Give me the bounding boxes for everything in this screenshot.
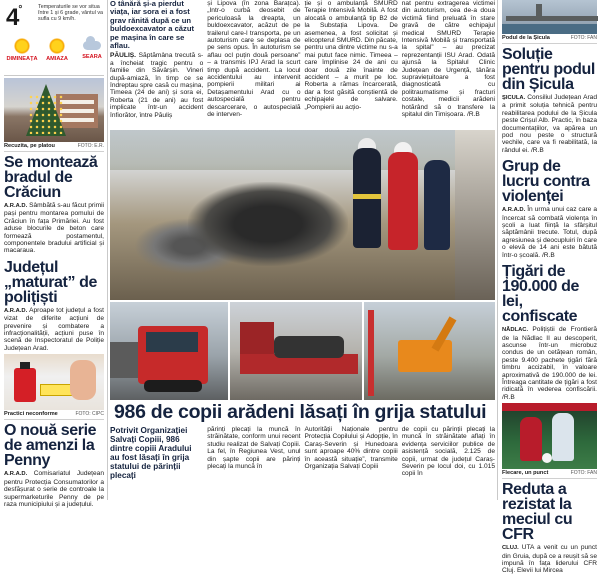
photo-caption: Podul de la Șicula FOTO: FAN: [502, 34, 597, 44]
football-photo: [502, 403, 597, 469]
right-column: [497, 0, 600, 575]
sun-icon: [14, 38, 30, 54]
cloud-icon: [83, 41, 101, 50]
headline: Județul „maturat” de polițiști: [4, 258, 97, 306]
sun-icon: [49, 38, 65, 54]
weather-noon: [41, 38, 73, 62]
weather-morning: [6, 38, 38, 62]
left-column: [0, 0, 108, 508]
weather-temperature: 4°: [6, 4, 22, 31]
middle-column: [110, 0, 495, 500]
headline: Reduta a rezistat la meciul cu CFR: [502, 481, 573, 544]
trailer-photo: [230, 302, 362, 400]
photo-caption: Practici neconforme FOTO: CIPC: [4, 410, 104, 420]
weather-evening: [76, 38, 108, 62]
accident-photo-strip: [110, 302, 495, 400]
article-column: Potrivit Organizației Salvați Copiii, 986 dintre copiii Aradului au fost lăsați în grija statului de părinții plecați: [110, 426, 192, 480]
fire-extinguisher-photo: [4, 354, 104, 410]
excavator-photo: [364, 302, 495, 400]
photo-caption: Recuzita, pe platou FOTO: E.R.: [4, 142, 104, 152]
weather-evening-label: SEARA: [82, 54, 102, 60]
bridge-photo: [502, 0, 597, 34]
weather-noon-label: AMIAZA: [46, 56, 68, 62]
article-text: ȘICULA. Consiliul Județean Arad a primit soluția tehnică pentru reabilitarea podului de la Șicula peste Crișul Alb. Practic, în baza documentațiilor, va apărea un pod nou peste o structură vechile, care va fi reabilitată, la rândul ei. /R.B: [502, 94, 597, 154]
photo-caption: Flecare, un punct FOTO: FAN: [502, 469, 597, 479]
accident-article: [110, 0, 495, 128]
article-column: părinți plecați la muncă în străinătate, conform unui recent studiu realizat de Salvați Copiii. La fel, în Regiunea Vest, unul din șapte copii are părinți plecați la muncă în: [207, 426, 301, 471]
weather-periods: [6, 38, 108, 62]
article-text: A.R.A.D. Aproape tot județul a fost vizat de diferite acțiuni de prevenire și combatere a infracționalității, acțiuni puse în scenă de Inspectoratul de Poliție Județean Arad.: [4, 306, 104, 352]
main-headline: 986 de copii arădeni lăsați în grija statului: [114, 401, 487, 423]
truck-photo: [110, 302, 228, 400]
article-column: Autorității Naționale pentru Protecția Copilului și Adopție, în Caraș-Severin și Hunedoara sunt aproape 40% dintre copiii în această situație”, transmite Organizația Salvați Copiii: [304, 426, 398, 471]
article-text: A.R.A.D. Comisariatul Județean pentru Protecția Consumatorilor a desfășurat o serie de controale la supermarketurile Penny de pe raza municipiului și a județului.: [4, 470, 104, 508]
christmas-tree-photo: [4, 78, 104, 142]
headline: Se montează bradul de Crăciun: [4, 154, 98, 201]
article-text: A.R.A.D. Sâmbătă s-au făcut primii pași pentru montarea pomului de Crăciun în fața Primăriei. Au fost aduse blocurile de beton care formează postamentul, componentele bradului artificial și macaraua.: [4, 202, 104, 255]
headline: Grup de lucru contra violenței: [502, 158, 590, 206]
article-column: și Lipova (în zona Barațca). „Intr-o curbă deosebit de periculoasă la dreapta, un buldoexcavator, acăzut de pe trailerul care-l transporta, pe un autoturism care se deplasa de pe sens opus. În autoturism se aflau ocl puțin două persoane” – a transmis IPJ Arad la scurt timp după accident. La locul accidentului au intervenit pompierii militari ai Detașamentului Arad cu o autospecială pentru descarcerare, o autospecială de interven-: [207, 0, 301, 119]
article-text: NĂDLAC. Polițiștii de Frontieră de la Nădlac II au descoperit, ascunse într-un microbuz condus de un cetățean român, peste 9.400 pachete țigări fără timbru accizabil, în valoare aproximativă de 190.000 de lei. Întreaga cantitate de țigări a fost ridicată în vederea confiscării. /R.B: [502, 326, 597, 401]
weather-morning-label: DIMINEAȚA: [6, 56, 38, 62]
headline: O nouă serie de amenzi la Penny: [4, 422, 97, 470]
weather-text: Temperaturile se vor situa între 1 și 6 grade, vântul va sufla cu 9 km/h.: [38, 4, 104, 23]
article-column: de copii cu părinții plecați la muncă în străinătate aflați în evidența serviciilor publice de asistență socială, 2.125 de copii, urmat de județul Caraș-Severin pe locul doi, cu 1.015 copii în: [401, 426, 495, 478]
article-column: ție și o ambulanță SMURD Terapie Intensivă Mobilă. A fost alocată o ambulanță tip B2 de la Substația Lipova. De asemenea, a fost solicitat și elicopterul SMURD. Din păcate, pentru una dintre victime nu s-a mai putut face nimic. Timeea – care împlinise 24 de ani cu doar două zile înainte de accident – a murit pe loc. Roberta a rămas încarcerată, dar a fost găsită conștientă de echipajele de salvare. „Pompierii au acțio-: [304, 0, 398, 111]
article-column: nat pentru extragerea victimei din autoturism, cea de-a doua victimă fiind preluată în stare gravă de către echipajul medical SMURD Terapie Intensivă Mobilă și transportată la spital” – au precizat reprezentanții ISU Arad. Odată ajunsă la Spitalul Clinic Județean de Urgență, tânăra supraviețuitoare a fost diagnosticată cu politraumatisme și fracturi costale, medicii arădeni hotărând să o transfere la spitalul din Timișoara. /R.B: [401, 0, 495, 119]
children-article: [110, 426, 495, 500]
headline: Țigări de 190.000 de lei, confiscate: [502, 263, 579, 326]
article-text: A.R.A.D. În urma unui caz care a încercat să combată violența în școli a luat ființă la sfârșitul săptămânii trecute. Totul, după agresiunea și deocupluiri în care o elevă de 14 ani este bătută într-o școală. /R.B: [502, 206, 597, 259]
article-lead: O tânără și-a pierdut viața, iar sora ei a fost grav rănită după ce un buldoexcavator a căzut pe mașina în care se aflau.: [110, 0, 194, 51]
headline: Soluție pentru podul din Șicula: [502, 46, 595, 93]
accident-photo: [110, 130, 495, 300]
article-column: O tânără și-a pierdut viața, iar sora ei a fost grav rănită după ce un buldoexcavator a căzut pe mașina în care se aflau. PĂULIȘ. Săptămâna trecută s-a încheiat tragic pentru o familie din Săvârșin. Vineri după-amiază, în timp ce se îndreptau spre casă cu mașina, Timeea (24 de ani) și sora ei, Roberta (21 de ani) au fost implicate într-un accident înfiorător, între Păuliș: [110, 0, 204, 119]
article-text: CLUJ. UTA a venit cu un punct din Gruia, după ce a reușit să se impună în fața liderului CFR Cluj. Elevii lui Mircea: [502, 544, 597, 575]
weather-box: [4, 0, 104, 76]
